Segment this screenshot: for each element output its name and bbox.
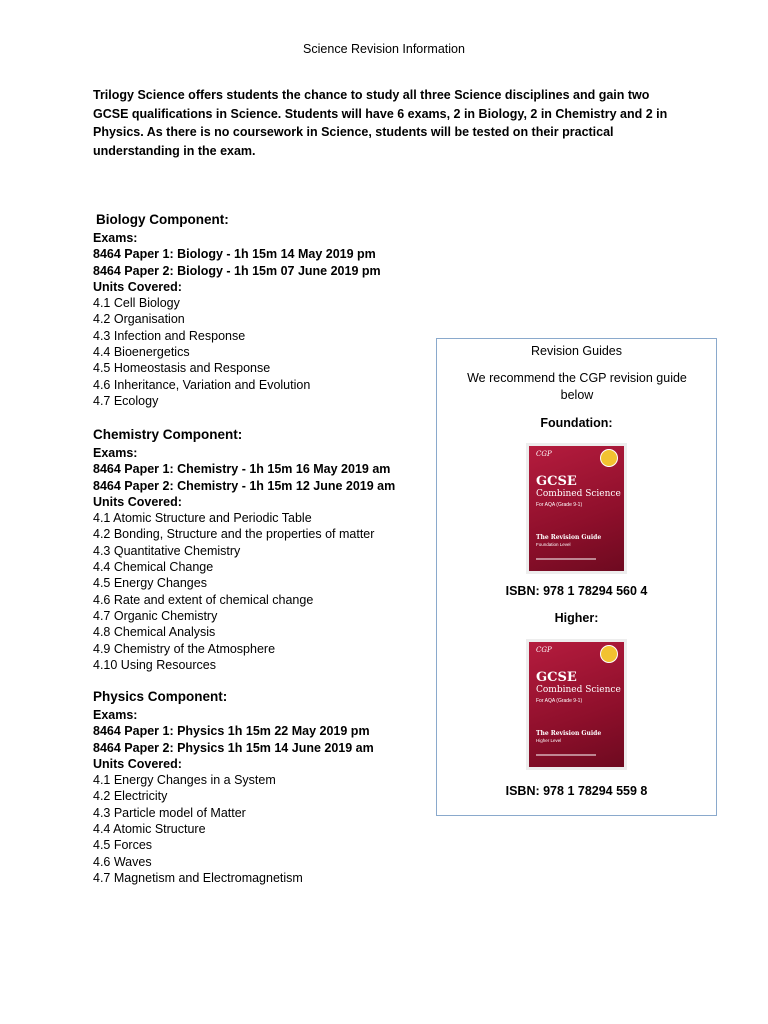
publisher-logo: CGP [536,450,552,458]
cover-fine-print [536,558,596,560]
cover-level: Foundation Level [536,542,571,547]
badge-icon [600,645,618,663]
cover-fine-print [536,754,596,756]
cover-gcse: GCSE [536,670,577,685]
unit-item: 4.4 Chemical Change [93,560,214,575]
cover-subject: Combined Science [536,685,621,695]
unit-item: 4.3 Infection and Response [93,328,246,343]
unit-item: 4.2 Electricity [93,789,168,804]
chemistry-heading: Chemistry Component: [93,427,243,442]
unit-item: 4.3 Quantitative Chemistry [93,543,241,558]
foundation-isbn: ISBN: 978 1 78294 560 4 [505,584,648,598]
revision-guides-title: Revision Guides [530,344,622,358]
intro-paragraph: Trilogy Science offers students the chance to study all three Science disciplines and gain two GCSE qualifications in Science. Students will have 6 exams, 2 in Biology, 2 in Chemistry and 2 in Physics. As there is no coursework in Science, students will be tested on their practical understanding in the exam. [93,88,668,158]
unit-item: 4.1 Cell Biology [93,296,180,311]
unit-item: 4.5 Forces [93,838,153,853]
unit-item: 4.6 Rate and extent of chemical change [93,592,314,607]
higher-label: Higher: [554,611,599,625]
foundation-book-cover [529,446,624,571]
unit-item: 4.8 Chemical Analysis [93,625,216,640]
exam-item: 8464 Paper 2: Chemistry - 1h 15m 12 June 2019 am [93,478,396,493]
unit-item: 4.6 Waves [93,854,152,869]
badge-icon [600,449,618,467]
unit-item: 4.9 Chemistry of the Atmosphere [93,641,276,656]
cover-level: Higher Level [536,738,562,743]
unit-item: 4.4 Bioenergetics [93,345,190,360]
unit-item: 4.4 Atomic Structure [93,822,206,837]
unit-item: 4.6 Inheritance, Variation and Evolution [93,377,311,392]
exams-label: Exams: [93,708,138,722]
chemistry-section [93,427,395,673]
units-label: Units Covered: [93,756,182,771]
exam-item: 8464 Paper 1: Physics 1h 15m 22 May 2019 pm [93,724,370,739]
publisher-logo: CGP [536,646,552,654]
unit-item: 4.7 Ecology [93,393,159,408]
cover-exam-board: For AQA (Grade 9-1) [536,502,583,508]
exam-item: 8464 Paper 2: Physics 1h 15m 14 June 2019 am [93,740,374,755]
unit-item: 4.10 Using Resources [93,657,216,672]
biology-heading: Biology Component: [96,212,229,227]
page-title: Science Revision Information [303,42,465,56]
recommend-text: We recommend the CGP revision guide below [467,371,687,402]
exam-item: 8464 Paper 1: Biology - 1h 15m 14 May 2019 pm [93,247,376,262]
exams-label: Exams: [93,446,138,460]
higher-isbn: ISBN: 978 1 78294 559 8 [505,784,648,798]
physics-heading: Physics Component: [93,689,228,704]
physics-section [93,689,374,886]
cover-gcse: GCSE [536,474,577,489]
unit-item: 4.1 Atomic Structure and Periodic Table [93,511,312,526]
unit-item: 4.2 Organisation [93,312,185,327]
unit-item: 4.3 Particle model of Matter [93,805,246,820]
unit-item: 4.7 Magnetism and Electromagnetism [93,870,303,885]
higher-book-cover [529,642,624,767]
unit-item: 4.2 Bonding, Structure and the properties of matter [93,527,375,542]
unit-item: 4.5 Homeostasis and Response [93,361,271,376]
cover-series: The Revision Guide [536,730,602,737]
foundation-label: Foundation: [540,416,613,430]
unit-item: 4.5 Energy Changes [93,576,207,591]
unit-item: 4.7 Organic Chemistry [93,608,218,623]
cover-series: The Revision Guide [536,534,602,541]
exam-item: 8464 Paper 2: Biology - 1h 15m 07 June 2019 pm [93,263,381,278]
cover-exam-board: For AQA (Grade 9-1) [536,698,583,704]
exam-item: 8464 Paper 1: Chemistry - 1h 15m 16 May 2019 am [93,462,391,477]
units-label: Units Covered: [93,279,182,294]
cover-subject: Combined Science [536,489,621,499]
revision-guides-box [436,338,717,816]
units-label: Units Covered: [93,494,182,509]
unit-item: 4.1 Energy Changes in a System [93,773,276,788]
exams-label: Exams: [93,231,138,245]
biology-section [93,212,381,409]
